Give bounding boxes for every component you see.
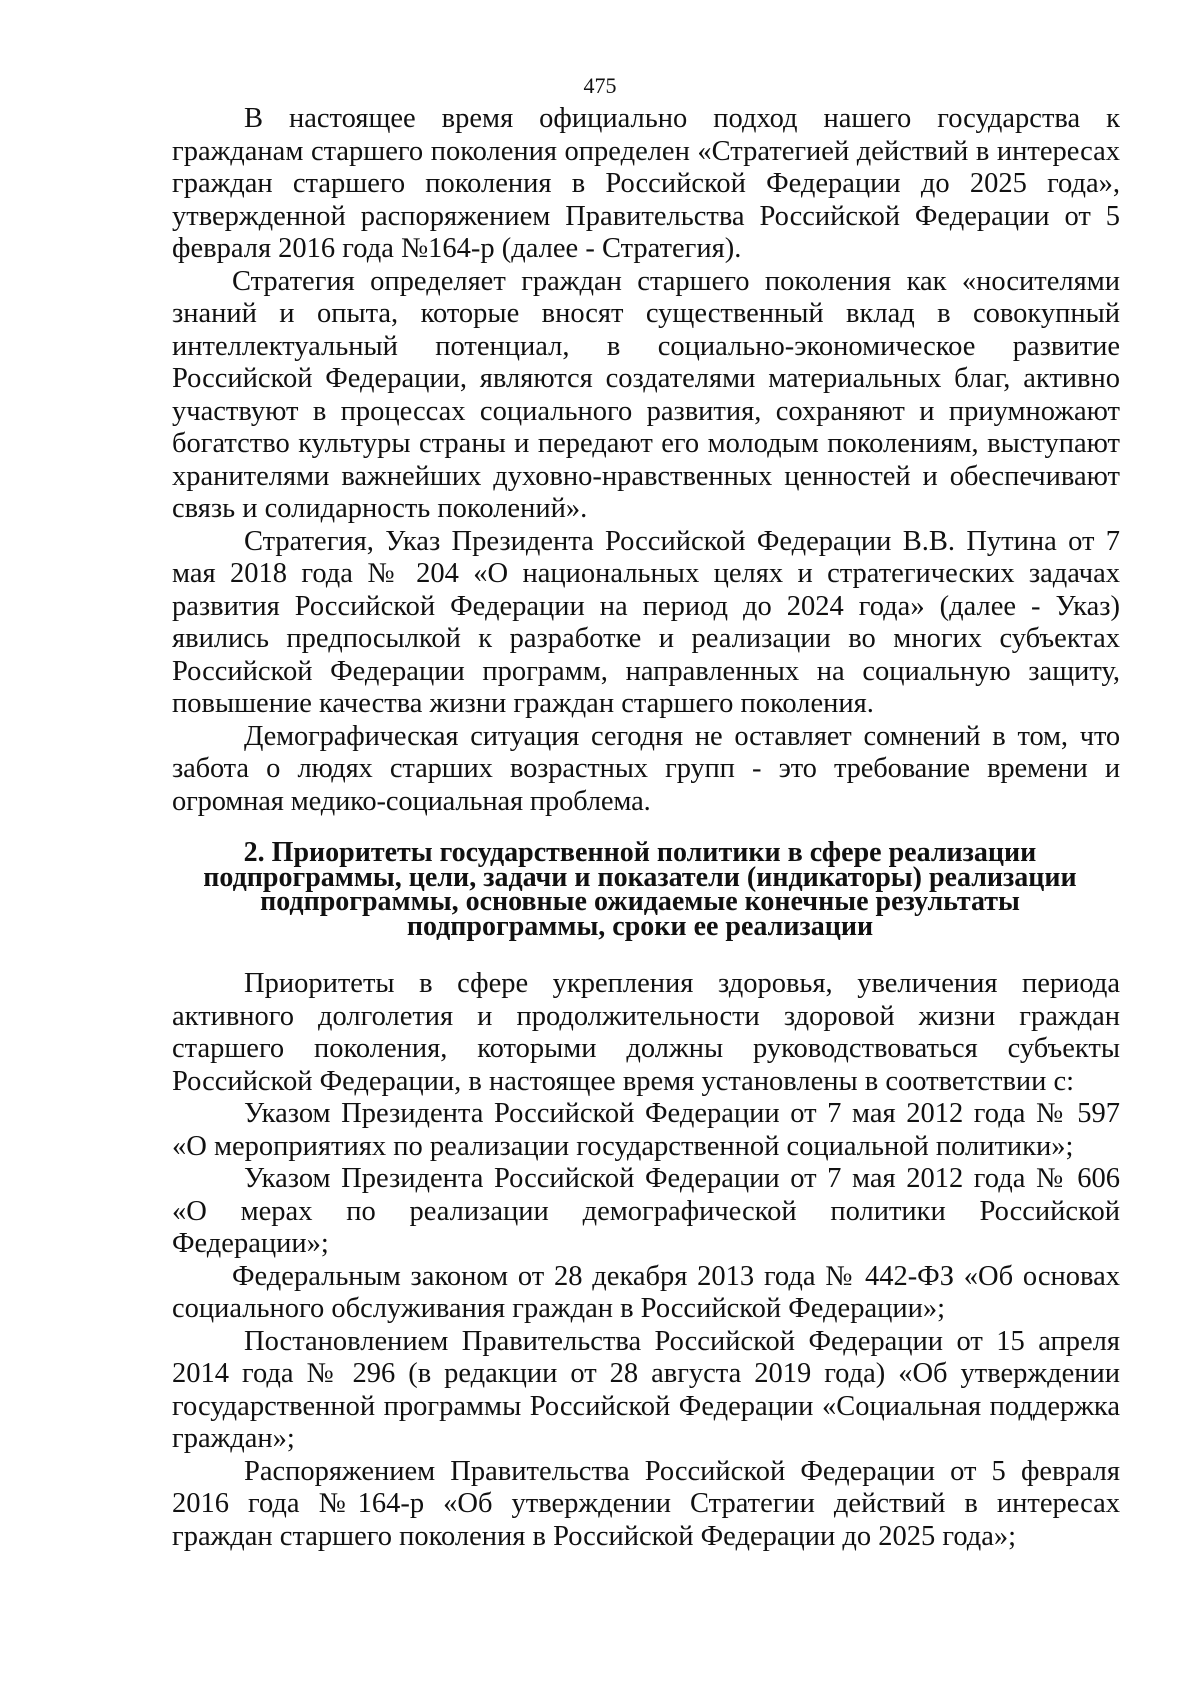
paragraph-presidential-decree: Стратегия, Указ Президента Российской Федерации В.В. Путина от 7 мая 2018 года № 204 «О национальных целях и стратегических задачах развития Российской Федерации на период до 2024 года» (далее - Указ) явились предпосылкой к разработке и реализации во многих субъектах Российской Федерации программ, направленных на социальную защиту, повышение качества жизни граждан старшего поколения.	[172, 525, 1120, 719]
paragraph-demographic-situation: Демографическая ситуация сегодня не оставляет сомнений в том, что забота о людях старших возрастных групп - это требование времени и огромная медико-социальная проблема.	[172, 720, 1120, 817]
section-heading: 2. Приоритеты государственной политики в сфере реализации подпрограммы, цели, задачи и показатели (индикаторы) реализации подпрограммы, основные ожидаемые конечные результаты подпрограммы, сроки ее реализации	[203, 837, 1077, 942]
list-item-federal-law-442: Федеральным законом от 28 декабря 2013 года № 442-ФЗ «Об основах социального обслуживания граждан в Российской Федерации»;	[172, 1260, 1120, 1324]
paragraph-strategy-definition: В настоящее время официально подход нашего государства к гражданам старшего поколения определен «Стратегией действий в интересах граждан старшего поколения в Российской Федерации до 2025 года», утвержденной распоряжением Правительства Российской Федерации от 5 февраля 2016 года №164-р (далее - Стратегия).	[172, 103, 1120, 264]
list-item-resolution-296: Постановлением Правительства Российской Федерации от 15 апреля 2014 года № 296 (в редакции от 28 августа 2019 года) «Об утверждении государственной программы Российской Федерации «Социальная поддержка граждан»;	[172, 1325, 1120, 1454]
page-number: 475	[583, 73, 617, 98]
paragraph-strategy-elderly-role: Стратегия определяет граждан старшего поколения как «носителями знаний и опыта, которые вносят существенный вклад в совокупный интеллектуальный потенциал, в социально-экономическое развитие Российской Федерации, являются создателями материальных благ, активно участвуют в процессах социального развития, сохраняют и приумножают богатство культуры страны и передают его молодым поколениям, выступают хранителями важнейших духовно-нравственных ценностей и обеспечивают связь и солидарность поколений».	[172, 265, 1120, 524]
list-item-decree-597: Указом Президента Российской Федерации от 7 мая 2012 года № 597 «О мероприятиях по реализации государственной социальной политики»;	[172, 1098, 1120, 1162]
priorities-text-block	[172, 968, 1120, 1553]
list-item-order-164: Распоряжением Правительства Российской Федерации от 5 февраля 2016 года №164-р «Об утверждении Стратегии действий в интересах граждан старшего поколения в Российской Федерации до 2025 года»;	[172, 1455, 1120, 1552]
list-item-decree-606: Указом Президента Российской Федерации от 7 мая 2012 года № 606 «О мерах по реализации демографической политики Российской Федерации»;	[172, 1163, 1120, 1259]
intro-text-block	[172, 103, 1120, 818]
paragraph-priorities-intro: Приоритеты в сфере укрепления здоровья, увеличения периода активного долголетия и продолжительности здоровой жизни граждан старшего поколения, которыми должны руководствоваться субъекты Российской Федерации, в настоящее время установлены в соответствии с:	[172, 968, 1120, 1097]
